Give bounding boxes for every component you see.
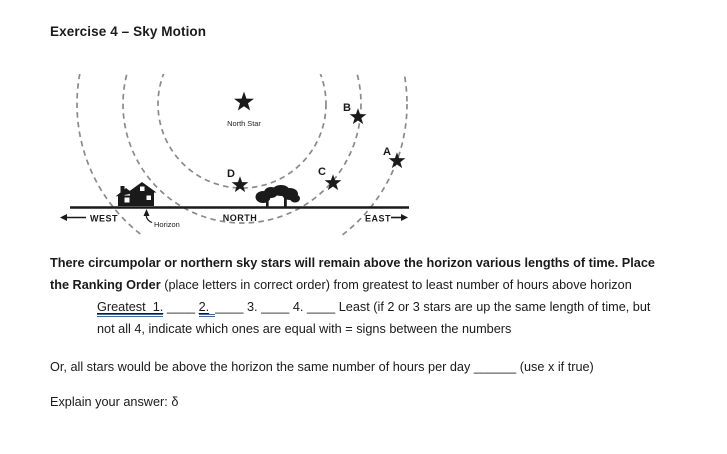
north-star-label: North Star — [227, 119, 261, 128]
or-line-text: Or, all stars would be above the horizon the same number of hours per day — [50, 360, 471, 374]
star-d-label: D — [227, 168, 235, 180]
star-track-middle — [123, 58, 361, 223]
ranking-blank-2[interactable]: ____ — [215, 300, 244, 314]
question-line-4: not all 4, indicate which ones are equal with = signs between the numbers — [97, 322, 512, 336]
question-line-2-rest: (place letters in correct order) from greatest to least number of hours above horizon — [164, 278, 632, 292]
or-line-blank[interactable]: ______ — [473, 360, 517, 374]
star-a-label: A — [383, 146, 391, 158]
question-line-2 — [50, 274, 710, 296]
sky-diagram — [52, 58, 424, 248]
ranking-blank-3[interactable]: ____ — [261, 300, 290, 314]
ranking-least-text: Least (if 2 or 3 stars are up the same length of time, but — [338, 300, 651, 314]
trees-silhouette — [256, 185, 301, 208]
ranking-blank-4[interactable]: ____ — [306, 300, 336, 314]
north-star-icon — [234, 92, 254, 111]
star-c-label: C — [318, 166, 326, 178]
horizon-pointer-icon — [144, 209, 153, 223]
question-paragraph — [50, 252, 710, 340]
west-arrow-icon — [60, 214, 86, 221]
east-arrow-icon — [391, 214, 408, 221]
grammar-mark-greatest — [97, 300, 163, 317]
or-line — [50, 356, 594, 378]
ranking-item-3: 3. — [246, 300, 258, 314]
grammar-mark-2 — [199, 300, 216, 317]
explain-label: Explain your answer: — [50, 395, 168, 409]
star-b-label: B — [343, 102, 351, 114]
horizon-label: Horizon — [154, 220, 180, 229]
west-label: WEST — [90, 213, 118, 224]
east-label: EAST — [365, 213, 392, 224]
ranking-blank-1[interactable]: ____ — [166, 300, 196, 314]
north-label: NORTH — [222, 213, 258, 223]
ranking-greatest-label: Greatest 1. — [97, 300, 164, 314]
or-line-suffix: (use x if true) — [519, 360, 594, 374]
explain-line — [50, 391, 178, 413]
question-line-1: There circumpolar or northern sky stars will remain above the horizon various lengths of time. Place — [50, 256, 655, 270]
page-title: Exercise 4 – Sky Motion — [50, 24, 207, 39]
ranking-order-emphasis: the Ranking Order — [50, 278, 161, 292]
house-silhouette — [116, 182, 157, 206]
star-a-icon — [389, 152, 406, 168]
ranking-line — [97, 296, 710, 318]
ranking-item-2: 2. — [198, 300, 210, 314]
star-b-icon — [350, 108, 367, 124]
explain-value: δ — [171, 395, 179, 409]
ranking-item-4: 4. — [292, 300, 304, 314]
